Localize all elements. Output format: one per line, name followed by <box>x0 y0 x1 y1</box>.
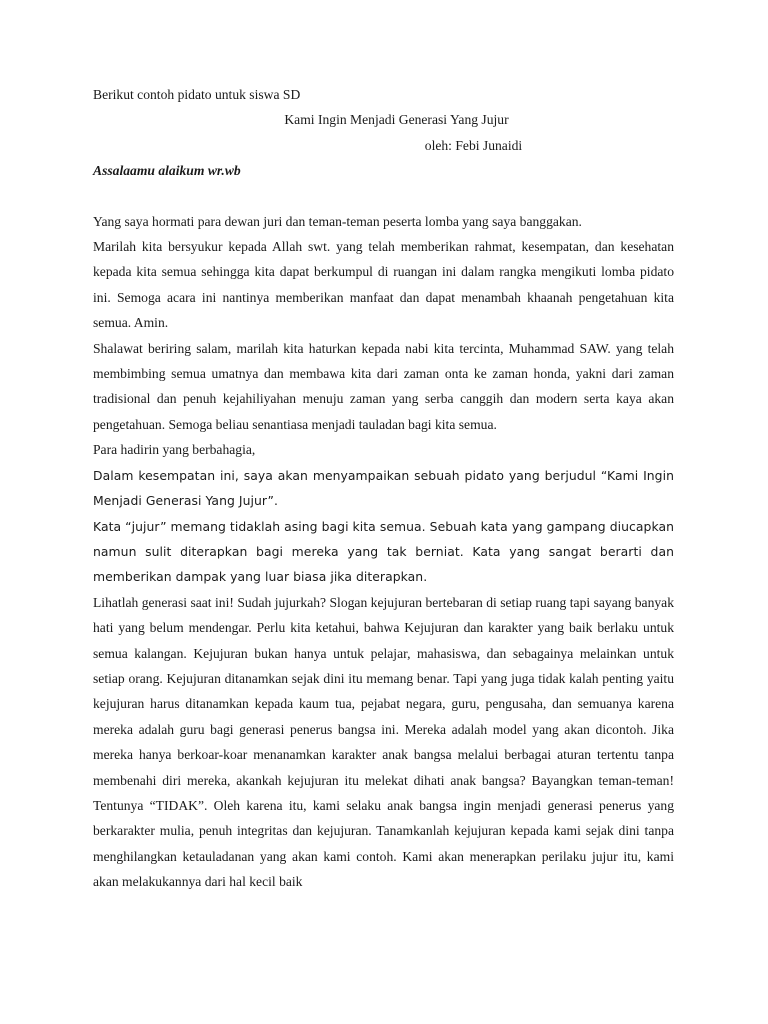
blank-line <box>93 184 674 209</box>
paragraph-7: Lihatlah generasi saat ini! Sudah jujurkah? Slogan kejujuran bertebaran di setiap ruang tapi sayang banyak hati yang belum mendengar. Perlu kita ketahui, bahwa Kejujuran dan karakter yang baik berlaku untuk semua kalangan. Kejujuran bukan hanya untuk pelajar, mahasiswa, dan sebagainya melainkan untuk setiap orang. Kejujuran ditanamkan sejak dini itu memang benar. Tapi yang juga tidak kalah penting yaitu kejujuran harus ditanamkan kepada kaum tua, pejabat negara, guru, pengusaha, dan semuanya karena mereka adalah guru bagi generasi penerus bangsa ini. Mereka adalah model yang akan dicontoh. Jika mereka hanya berkoar-koar menanamkan karakter anak bangsa melalui berbagai aturan tertentu tanpa membenahi diri mereka, akankah kejujuran itu melekat dihati anak bangsa? Bayangkan teman-teman! Tentunya “TIDAK”. Oleh karena itu, kami selaku anak bangsa ingin menjadi generasi penerus yang berkarakter mulia, penuh integritas dan kejujuran. Tanamkanlah kejujuran kepada kami sejak dini tanpa menghilangkan ketauladanan yang akan kami contoh. Kami akan menerapkan perilaku jujur itu, kami akan melakukannya dari hal kecil baik <box>93 594 674 890</box>
intro-line: Berikut contoh pidato untuk siswa SD <box>93 87 301 102</box>
opening-greeting: Assalaamu alaikum wr.wb <box>93 163 241 179</box>
paragraph-6: Kata “jujur” memang tidaklah asing bagi kita semua. Sebuah kata yang gampang diucapkan namun sulit diterapkan bagi mereka yang tak berniat. Kata yang sangat berarti dan memberikan dampak yang luar biasa jika diterapkan. <box>93 518 674 585</box>
paragraph-5: Dalam kesempatan ini, saya akan menyampaikan sebuah pidato yang berjudul “Kami Ingin Menjadi Generasi Yang Jujur”. <box>93 467 674 509</box>
paragraph-1: Yang saya hormati para dewan juri dan teman-teman peserta lomba yang saya banggakan. <box>93 213 582 229</box>
paragraph-2: Marilah kita bersyukur kepada Allah swt. yang telah memberikan rahmat, kesempatan, dan kesehatan kepada kita semua sehingga kita dapat berkumpul di ruangan ini dalam rangka mengikuti lomba pidato ini. Semoga acara ini nantinya memberikan manfaat dan dapat menambah khaanah pengetahuan kita semua. Amin. <box>93 239 674 331</box>
paragraph-3: Shalawat beriring salam, marilah kita haturkan kepada nabi kita tercinta, Muhammad SAW. yang telah membimbing semua umatnya dan membawa kita dari zaman onta ke zaman honda, yakni dari zaman tradisional dan penuh kejahiliyahan menuju zaman yang serba canggih dan modern serta kaya akan pengetahuan. Semoga beliau senantiasa menjadi tauladan bagi kita semua. <box>93 340 674 432</box>
speech-title: Kami Ingin Menjadi Generasi Yang Jujur <box>284 112 509 128</box>
document-body <box>93 82 674 895</box>
paragraph-4: Para hadirin yang berbahagia, <box>93 442 256 458</box>
author-line: oleh: Febi Junaidi <box>424 137 523 153</box>
